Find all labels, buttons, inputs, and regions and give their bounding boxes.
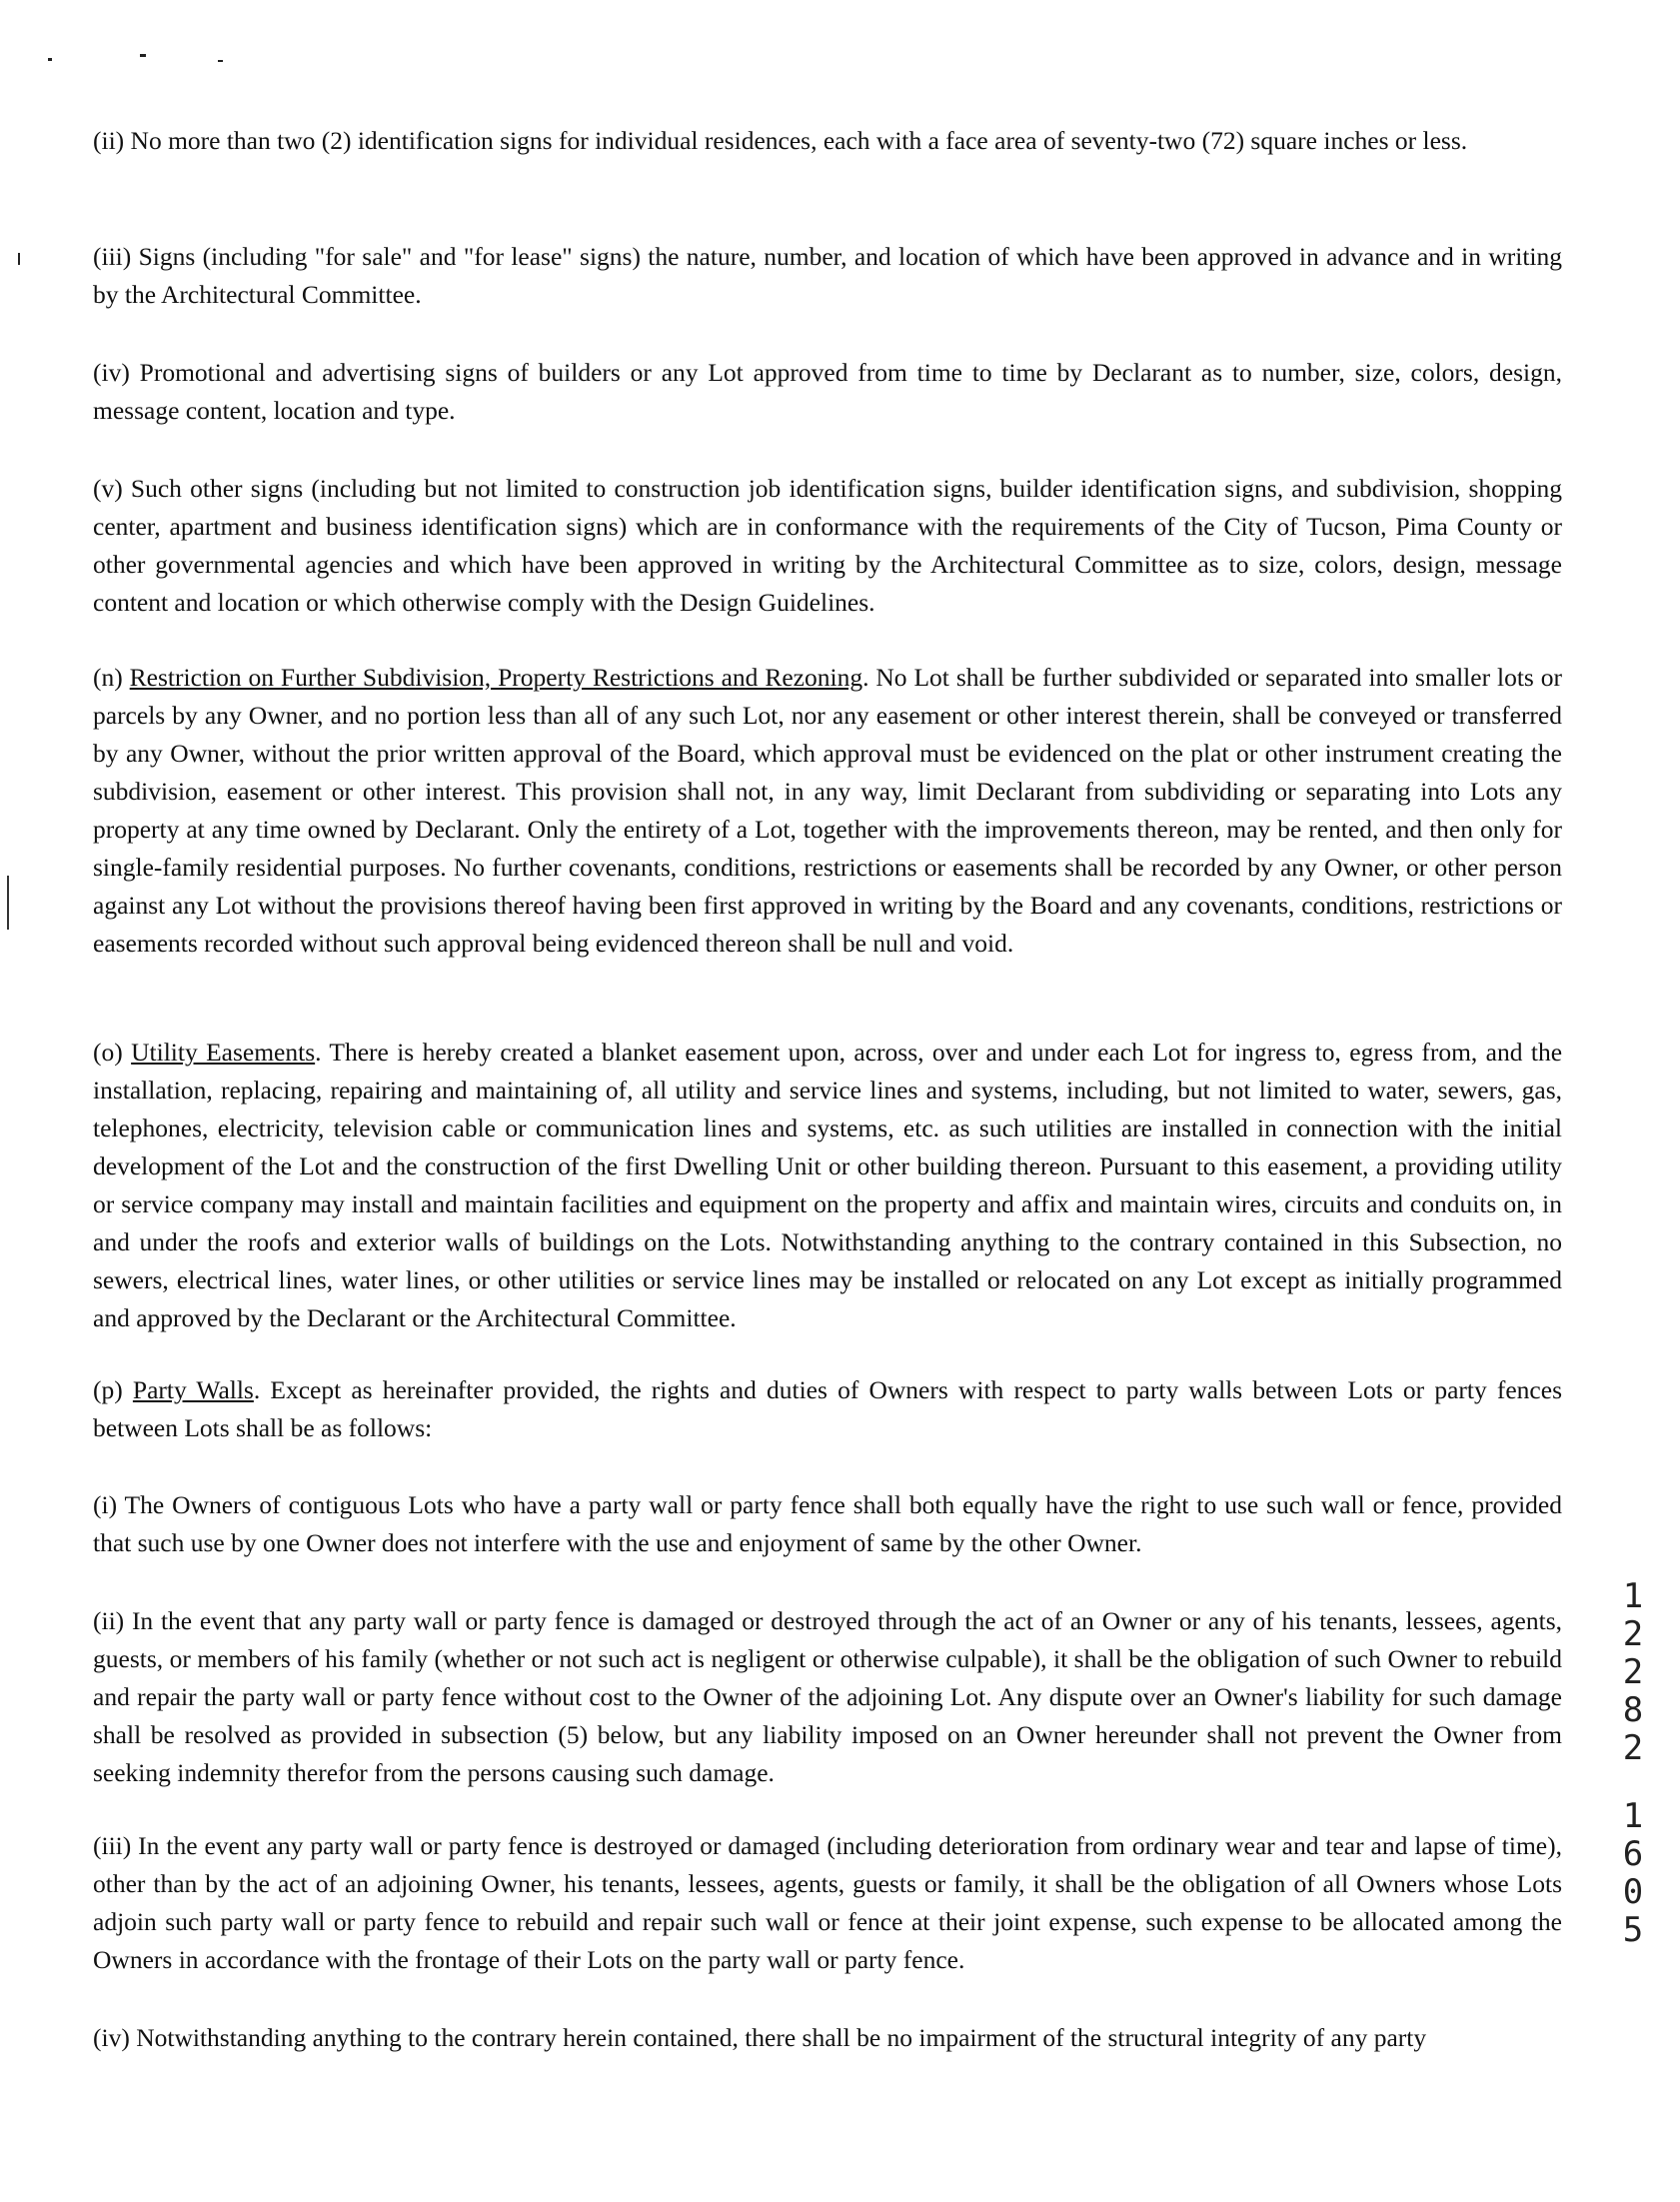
paragraph-iv-notwithstanding xyxy=(93,2019,1562,2057)
paragraph-text: (ii) No more than two (2) identification signs for individual residences, each with a face area of seventy-two (72) square inches or less. xyxy=(93,126,1468,155)
stamp-digit: 5 xyxy=(1622,1910,1644,1950)
scan-speck xyxy=(48,58,52,61)
paragraph-i-contiguous-lots xyxy=(93,1486,1562,1562)
stamp-digit: 1 xyxy=(1622,1796,1644,1836)
paragraph-text: (iii) Signs (including "for sale" and "for lease" signs) the nature, number, and location of which have been approved in advance and in writing by the Architectural Committee. xyxy=(93,242,1562,309)
paragraph-ii-damage xyxy=(93,1602,1562,1792)
section-prefix: (o) xyxy=(93,1038,132,1067)
section-prefix: (n) xyxy=(93,663,130,692)
paragraph-ii-identification-signs xyxy=(93,122,1562,160)
section-text: . Except as hereinafter provided, the rights and duties of Owners with respect to party walls between Lots or party fences between Lots shall be as follows: xyxy=(93,1375,1562,1442)
section-heading: Restriction on Further Subdivision, Property Restrictions and Rezoning xyxy=(129,663,863,692)
stamp-digit: 2 xyxy=(1622,1652,1644,1692)
section-heading: Party Walls xyxy=(132,1375,254,1404)
stamp-gap xyxy=(1619,1767,1647,1797)
paragraph-iii-signs xyxy=(93,238,1562,314)
stamp-digit: 8 xyxy=(1622,1690,1644,1730)
scan-speck xyxy=(18,253,20,265)
section-p-party-walls xyxy=(93,1371,1562,1447)
paragraph-iii-destroyed xyxy=(93,1827,1562,1979)
stamp-digit: 2 xyxy=(1622,1614,1644,1654)
stamp-digit: 2 xyxy=(1622,1728,1644,1768)
stamp-digit: 6 xyxy=(1622,1834,1644,1874)
paragraph-text: (iv) Promotional and advertising signs of builders or any Lot approved from time to time by Declarant as to number, size, colors, design, message content, location and type. xyxy=(93,358,1562,425)
paragraph-text: (i) The Owners of contiguous Lots who have a party wall or party fence shall both equally have the right to use such wall or fence, provided that such use by one Owner does not interfere with the use and enjoyment of same by the other Owner. xyxy=(93,1490,1562,1557)
paragraph-iv-promotional-signs xyxy=(93,354,1562,430)
scan-speck xyxy=(140,54,146,57)
section-text: . No Lot shall be further subdivided or separated into smaller lots or parcels by any Owner, and no portion less than all of any such Lot, nor any easement or other interest therein, shall be conveyed or transferred by any Owner, without the prior written approval of the Board, which approval must be evidenced on the plat or other instrument creating the subdivision, easement or other interest. This provision shall not, in any way, limit Declarant from subdividing or separating into Lots any property at any time owned by Declarant. Only the entirety of a Lot, together with the improvements thereon, may be rented, and then only for single-family residential purposes. No further covenants, conditions, restrictions or easements shall be recorded by any Owner, or other person against any Lot without the provisions thereof having been first approved in writing by the Board and any covenants, conditions, restrictions or easements recorded without such approval being evidenced thereon shall be null and void. xyxy=(93,663,1563,958)
section-n-subdivision xyxy=(93,659,1562,963)
recording-stamp xyxy=(1619,1577,1647,1949)
paragraph-text: (v) Such other signs (including but not limited to construction job identification signs, builder identification signs, and subdivision, shopping center, apartment and business identification signs) which are in conformance with the requirements of the City of Tucson, Pima County or other governmental agencies and which have been approved in writing by the Architectural Committee as to size, colors, design, message content and location or which otherwise comply with the Design Guidelines. xyxy=(93,474,1562,617)
scan-speck xyxy=(218,60,223,62)
section-prefix: (p) xyxy=(93,1375,133,1404)
margin-mark xyxy=(7,876,9,930)
paragraph-text: (ii) In the event that any party wall or party fence is damaged or destroyed through the act of an Owner or any of his tenants, lessees, agents, guests, or members of his family (whether or not such act is negligent or otherwise culpable), it shall be the obligation of such Owner to rebuild and repair the party wall or party fence without cost to the Owner of the adjoining Lot. Any dispute over an Owner's liability for such damage shall be resolved as provided in subsection (5) below, but any liability imposed on an Owner hereunder shall not prevent the Owner from seeking indemnity therefor from the persons causing such damage. xyxy=(93,1606,1562,1787)
paragraph-text: (iv) Notwithstanding anything to the contrary herein contained, there shall be no impairment of the structural integrity of any party xyxy=(93,2023,1427,2052)
paragraph-text: (iii) In the event any party wall or party fence is destroyed or damaged (including deterioration from ordinary wear and tear and lapse of time), other than by the act of an adjoining Owner, his tenants, lessees, agents, guests or family, it shall be the obligation of all Owners whose Lots adjoin such party wall or party fence to rebuild and repair such wall or fence at their joint expense, such expense to be allocated among the Owners in accordance with the frontage of their Lots on the party wall or party fence. xyxy=(93,1831,1562,1974)
section-heading: Utility Easements xyxy=(131,1038,316,1067)
paragraph-v-other-signs xyxy=(93,470,1562,622)
stamp-digit: 1 xyxy=(1622,1576,1644,1616)
section-o-utility-easements xyxy=(93,1034,1562,1337)
stamp-digit: 0 xyxy=(1622,1872,1644,1912)
section-text: . There is hereby created a blanket easement upon, across, over and under each Lot for ingress to, egress from, and the installation, replacing, repairing and maintaining of, all utility and service lines and systems, including, but not limited to water, sewers, gas, telephones, electricity, television cable or communication lines and systems, etc. as such utilities are installed in connection with the initial development of the Lot and the construction of the first Dwelling Unit or other building thereon. Pursuant to this easement, a providing utility or service company may install and maintain facilities and equipment on the property and affix and maintain wires, circuits and conduits on, in and under the roofs and exterior walls of buildings on the Lots. Notwithstanding anything to the contrary contained in this Subsection, no sewers, electrical lines, water lines, or other utilities or service lines may be installed or relocated on any Lot except as initially programmed and approved by the Declarant or the Architectural Committee. xyxy=(93,1038,1563,1332)
